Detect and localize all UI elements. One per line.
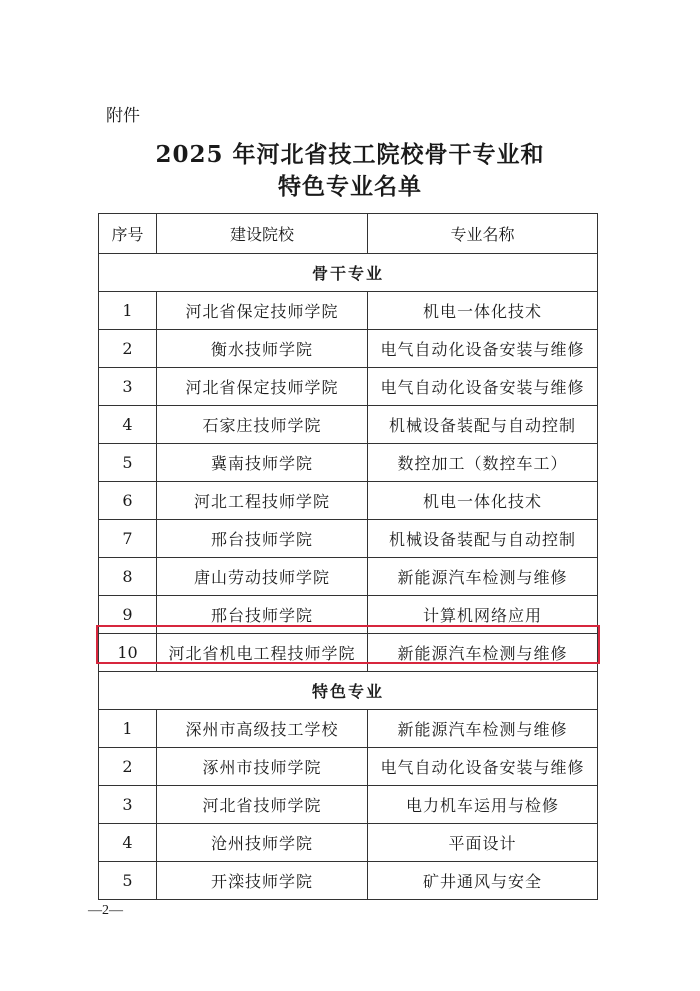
row-number: 8 (99, 558, 157, 596)
table-row (99, 482, 598, 520)
row-school: 河北省机电工程技师学院 (157, 634, 368, 672)
section-row (99, 254, 598, 292)
row-major: 计算机网络应用 (368, 596, 598, 634)
row-school: 开滦技师学院 (157, 862, 368, 900)
table-row (99, 368, 598, 406)
row-school: 衡水技师学院 (157, 330, 368, 368)
row-school: 河北省技师学院 (157, 786, 368, 824)
school-major-table (98, 213, 598, 900)
table-row (99, 406, 598, 444)
table-row (99, 558, 598, 596)
row-major: 平面设计 (368, 824, 598, 862)
row-school: 河北省保定技师学院 (157, 368, 368, 406)
row-number: 6 (99, 482, 157, 520)
table-row (99, 710, 598, 748)
row-number: 3 (99, 786, 157, 824)
header-school: 建设院校 (157, 214, 368, 254)
row-school: 邢台技师学院 (157, 520, 368, 558)
header-number: 序号 (99, 214, 157, 254)
row-number: 2 (99, 330, 157, 368)
row-school: 涿州市技师学院 (157, 748, 368, 786)
row-number: 7 (99, 520, 157, 558)
row-school: 深州市高级技工学校 (157, 710, 368, 748)
row-number: 5 (99, 862, 157, 900)
table-row (99, 444, 598, 482)
row-school: 沧州技师学院 (157, 824, 368, 862)
row-number: 1 (99, 710, 157, 748)
table-row (99, 520, 598, 558)
document-title-line-2: 特色专业名单 (278, 173, 422, 200)
row-number: 4 (99, 824, 157, 862)
table-row (99, 292, 598, 330)
row-number: 10 (99, 634, 157, 672)
table-row (99, 748, 598, 786)
row-major: 电气自动化设备安装与维修 (368, 748, 598, 786)
attachment-label: 附件 (106, 106, 140, 126)
row-number: 5 (99, 444, 157, 482)
row-major: 矿井通风与安全 (368, 862, 598, 900)
row-major: 新能源汽车检测与维修 (368, 710, 598, 748)
row-school: 石家庄技师学院 (157, 406, 368, 444)
row-major: 数控加工（数控车工） (368, 444, 598, 482)
row-school: 邢台技师学院 (157, 596, 368, 634)
row-major: 电力机车运用与检修 (368, 786, 598, 824)
row-number: 3 (99, 368, 157, 406)
page-number: —2— (88, 903, 123, 918)
section-title: 骨干专业 (99, 254, 598, 292)
row-major: 机电一体化技术 (368, 482, 598, 520)
row-school: 冀南技师学院 (157, 444, 368, 482)
row-major: 电气自动化设备安装与维修 (368, 330, 598, 368)
section-row (99, 672, 598, 710)
header-major: 专业名称 (368, 214, 598, 254)
row-major: 电气自动化设备安装与维修 (368, 368, 598, 406)
table-row (99, 596, 598, 634)
table-row (99, 824, 598, 862)
row-number: 2 (99, 748, 157, 786)
row-major: 机械设备装配与自动控制 (368, 406, 598, 444)
row-school: 唐山劳动技师学院 (157, 558, 368, 596)
row-major: 新能源汽车检测与维修 (368, 558, 598, 596)
document-title-line-1: 2025 年河北省技工院校骨干专业和 (155, 141, 545, 168)
row-number: 1 (99, 292, 157, 330)
row-major: 机电一体化技术 (368, 292, 598, 330)
row-number: 4 (99, 406, 157, 444)
row-school: 河北省保定技师学院 (157, 292, 368, 330)
row-school: 河北工程技师学院 (157, 482, 368, 520)
table-row (99, 786, 598, 824)
row-major: 新能源汽车检测与维修 (368, 634, 598, 672)
table-row (99, 634, 598, 672)
row-major: 机械设备装配与自动控制 (368, 520, 598, 558)
table-header-row (99, 214, 598, 254)
section-title: 特色专业 (99, 672, 598, 710)
table-row (99, 330, 598, 368)
row-number: 9 (99, 596, 157, 634)
table-row (99, 862, 598, 900)
